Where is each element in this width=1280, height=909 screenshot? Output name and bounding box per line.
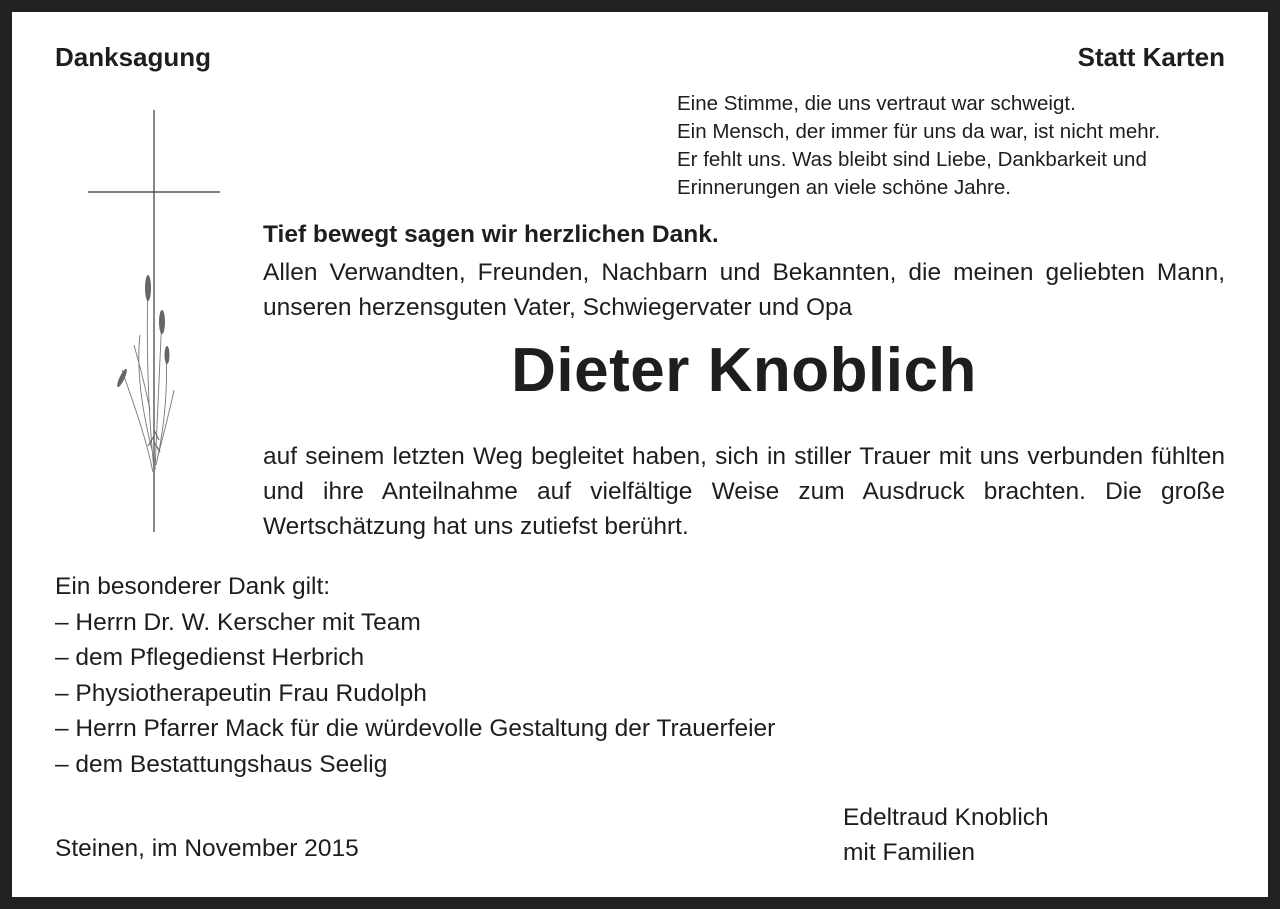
thanks-heading: Tief bewegt sagen wir herzlichen Dank. [263, 221, 719, 248]
special-thanks [55, 569, 775, 782]
intro-text: Allen Verwandten, Freunden, Nachbarn und Bekannten, die meinen geliebten Mann, unseren herzensguten Vater, Schwiegervater und Opa [263, 259, 1225, 321]
body-text: auf seinem letzten Weg begleitet haben, sich in stiller Trauer mit uns verbunden fühlten und ihre Anteilnahme auf vielfältige Weise zum Ausdruck brachten. Die große Wertschätzung hat uns zutiefst berührt. [263, 443, 1225, 540]
header-title-right: Statt Karten [1077, 42, 1225, 72]
signature-line: mit Familien [843, 839, 976, 866]
poem-line: Erinnerungen an viele schöne Jahre. [677, 176, 1011, 199]
deceased-name: Dieter Knoblich [511, 336, 977, 405]
special-thanks-item: – Physiotherapeutin Frau Rudolph [55, 679, 427, 707]
special-thanks-item: – dem Bestattungshaus Seelig [55, 750, 388, 778]
header-title-left: Danksagung [55, 42, 212, 72]
poem-line: Er fehlt uns. Was bleibt sind Liebe, Dankbarkeit und [677, 148, 1147, 171]
poem-line: Eine Stimme, die uns vertraut war schweigt. [677, 92, 1076, 115]
special-thanks-item: – dem Pflegedienst Herbrich [55, 644, 365, 671]
special-thanks-heading: Ein besonderer Dank gilt: [55, 573, 331, 600]
poem-line: Ein Mensch, der immer für uns da war, ist nicht mehr. [677, 120, 1161, 143]
signature-line: Edeltraud Knoblich [843, 804, 1049, 831]
special-thanks-item: – Herrn Pfarrer Mack für die würdevolle Gestaltung der Trauerfeier [55, 715, 776, 742]
signature [843, 800, 1049, 870]
special-thanks-item: – Herrn Dr. W. Kerscher mit Team [55, 608, 421, 636]
obituary-card [12, 12, 1268, 897]
place-date: Steinen, im November 2015 [55, 835, 359, 862]
cross-with-wheat-icon [84, 110, 224, 535]
poem [677, 90, 1160, 202]
